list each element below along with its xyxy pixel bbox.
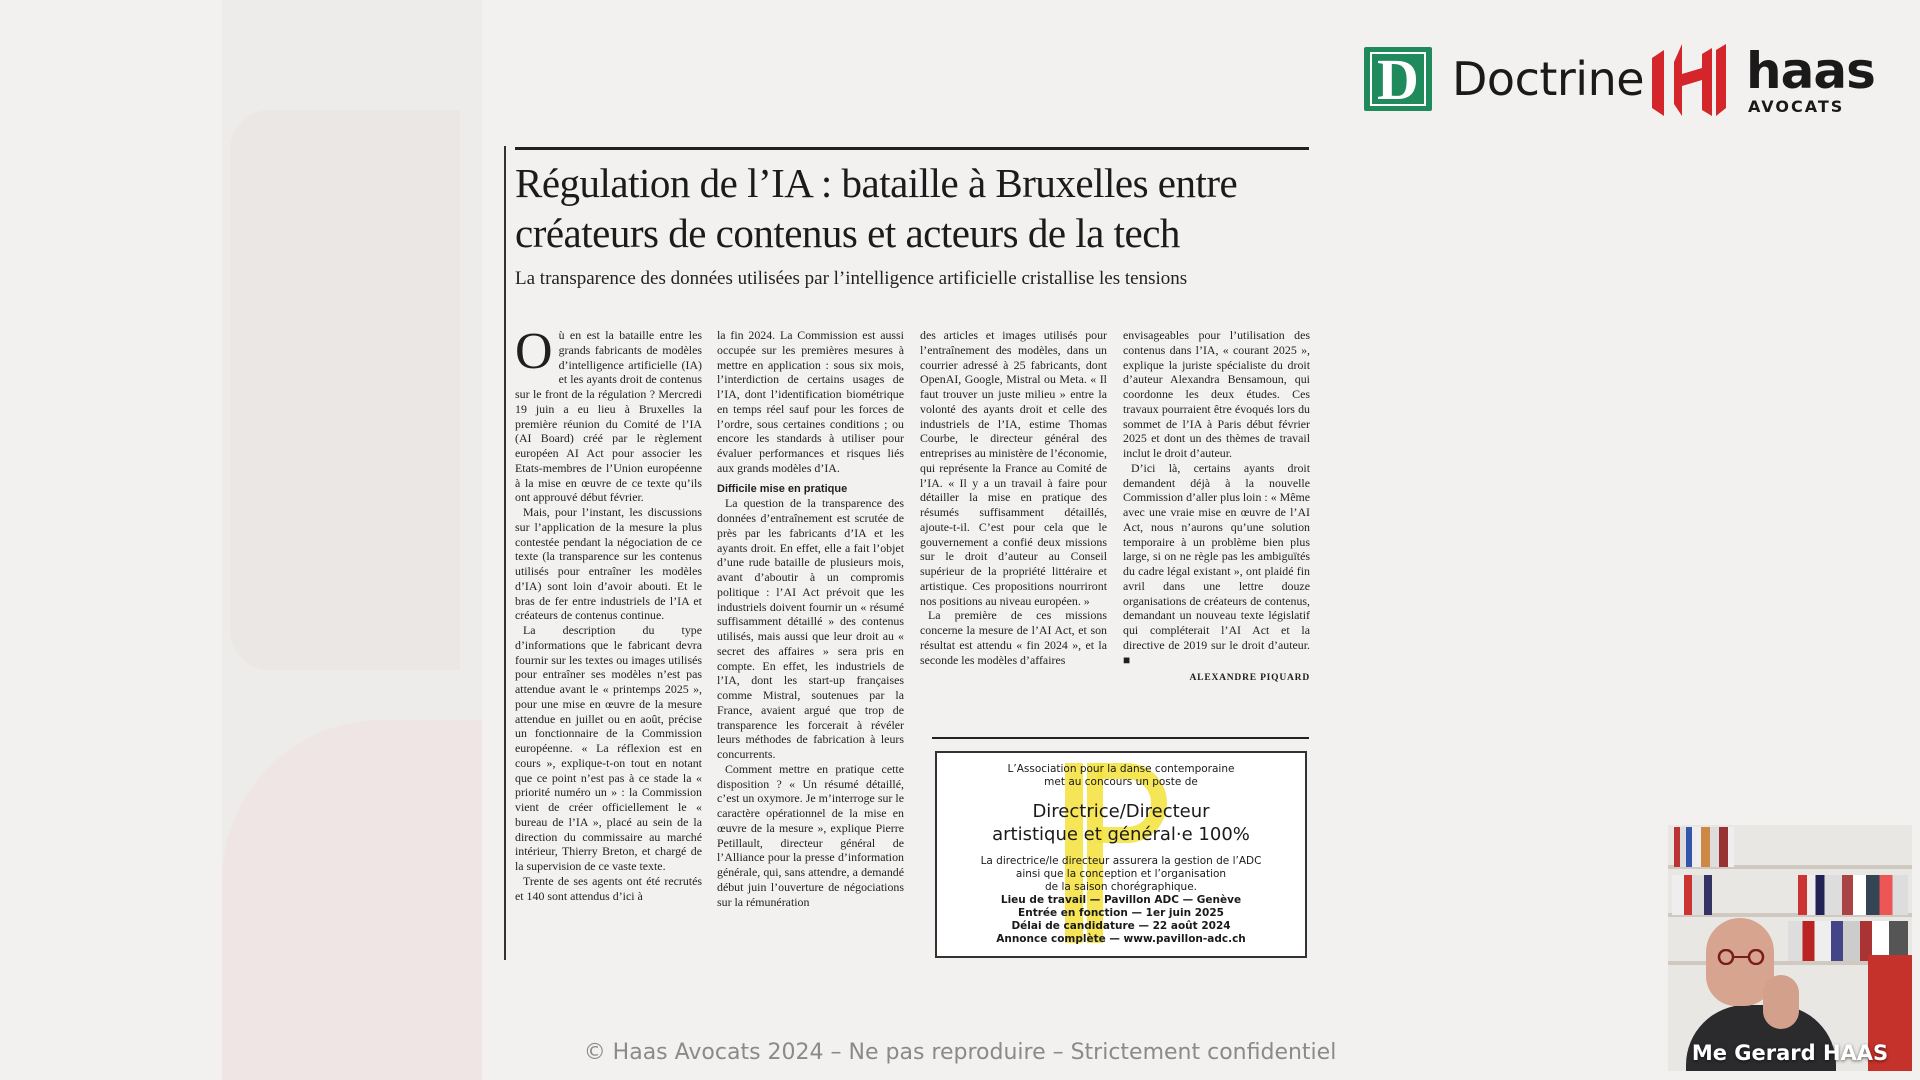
ad-intro-line: met au concours un poste de	[1044, 776, 1198, 788]
ad-top-rule	[932, 737, 1309, 739]
article-paragraph: envisageables pour l’utilisation des contenus dans l’IA, « courant 2025 », explique la juriste spécialiste du droit d’auteur Alexandra Bensamoun, qui coordonne les deux études. Ces travaux pourraient être évoqués lors du sommet de l’IA à Paris début février 2025 et dont un des thèmes de travail inclut le droit d’auteur.	[1123, 328, 1310, 460]
paragraph-text: ù en est la bataille entre les grands fabricants de modèles d’intelligence artificielle (IA) et les ayants droit de contenus sur le front de la régulation ? Mercredi 19 juin a eu lieu à Bruxelles la première réunion du Comité de l’IA (AI Board) créé par le règlement européen AI Act pour associer les Etats-membres de l’Union européenne à la mise en œuvre de ce texte qu’ils ont approuvé début février.	[515, 328, 702, 505]
article-column-4	[1123, 328, 1310, 686]
confidentiality-footer: © Haas Avocats 2024 – Ne pas reproduire – Strictement confidentiel	[583, 1040, 1337, 1065]
haas-subtitle: AVOCATS	[1748, 97, 1845, 116]
article-paragraph: Comment mettre en pratique cette disposition ? « Un résumé détaillé, c’est un oxymore. Je m’interroge sur le caractère opérationnel de la mise en œuvre de la mesure », explique Pierre Petillault, directeur général de l’Alliance pour la presse d’information générale, qui, sans attendre, a demandé début juin l’ouverture de négociations sur la rémunération	[717, 761, 904, 909]
webcam-video	[1668, 825, 1912, 1071]
glasses-icon	[1712, 949, 1770, 965]
article-paragraph: La première de ces missions concerne la mesure de l’AI Act, et son résultat est attendu « fin 2024 », et la seconde les modèles d’affaires	[920, 608, 1107, 667]
article-paragraph: Mais, pour l’instant, les discussions sur l’application de la mesure la plus contestée pendant la négociation de ce texte (la transparence sur les contenus utilisés pour entraîner les modèles d’IA) sont loin d’avoir abouti. Et le bras de fer entre industriels de l’IA et créateurs de contenus continue.	[515, 505, 702, 623]
article-column-3	[920, 328, 1107, 667]
ad-description: de la saison chorégraphique.	[1044, 881, 1198, 893]
article-margin-rule	[504, 146, 506, 960]
article-subhead: La transparence des données utilisées par l’intelligence artificielle cristallise les tensions	[515, 268, 1188, 289]
article-column-1	[515, 323, 702, 903]
article-column-2	[717, 328, 904, 909]
ad-detail: Délai de candidature — 22 août 2024	[1011, 920, 1231, 932]
article-paragraph: la fin 2024. La Commission est aussi occupée sur les premières mesures à mettre en application : sous six mois, l’interdiction de certains usages de l’IA, dont l’identification biométrique en temps réel sauf pour les forces de l’ordre, sous certaines conditions ; ou encore les standards à utiliser pour évaluer performances et risques liés aux grands modèles d’IA.	[717, 328, 904, 475]
ad-detail: Lieu de travail — Pavillon ADC — Genève	[1000, 894, 1242, 906]
job-advertisement	[935, 751, 1307, 958]
article-paragraph: D’ici là, certains ayants droit demandent déjà à la nouvelle Commission d’aller plus loin : « Même avec une vraie mise en œuvre de l’AI Act, nous n’aurons qu’une solution temporaire à un problème bien plus large, si on ne règle pas les ambiguïtés du cadre légal existant », ont plaidé fin avril dans une lettre douze organisations de créateurs de contenus, demandant un nouveau texte législatif qui compléterait l’AI Act et la directive de 2019 sur le droit d’auteur. ■	[1123, 460, 1310, 667]
article-paragraph	[515, 323, 702, 505]
article-paragraph: La description du type d’informations que le fabricant devra fournir sur les textes ou images utilisés pour entraîner ses modèles n’est pas attendue avant le « printemps 2025 », pour une mise en œuvre de la mesure attendue en juillet ou en août, précise un fonctionnaire de la Commission européenne. « La réflexion est en cours », explique-t-on tout en notant que ce point n’est pas à ce stade la « priorité numéro un » : la Commission vient de créer officiellement le « bureau de l’IA », placé au sein de la direction du commissaire au marché intérieur, Thierry Breton, et chargé de la supervision de ce vaste texte.	[515, 623, 702, 873]
books	[1798, 875, 1908, 915]
ad-description: ainsi que la conception et l’organisation	[1015, 868, 1227, 880]
books	[1672, 875, 1712, 915]
ad-description: La directrice/le directeur assurera la gestion de l’ADC	[980, 855, 1262, 867]
article-subtitle: Difficile mise en pratique	[717, 482, 848, 495]
article-top-rule	[515, 147, 1309, 150]
background-shape	[230, 110, 460, 670]
doctrine-logo	[1364, 47, 1432, 111]
ad-detail: Entrée en fonction — 1er juin 2025	[1018, 907, 1224, 919]
article-paragraph: La question de la transparence des données d’entraînement est scrutée de près par les fabricants d’IA et les ayants droit. En effet, elle a fait l’objet d’une rude bataille de plusieurs mois, avant d’aboutir à un compromis politique : l’AI Act prévoit que les industriels doivent fournir un « résumé suffisamment détaillé » des contenus utilisés, mais aussi que leur droit au « secret des affaires » sera pris en compte. En effet, les industriels de l’IA, dont les start-up françaises comme Mistral, soutenues par la France, avaient argué que trop de transparence les forcerait à révéler leurs méthodes de fabrication à leurs concurrents.	[717, 496, 904, 761]
speaker-name-label: Me Gerard HAAS	[1691, 1041, 1889, 1065]
ad-detail: Annonce complète — www.pavillon-adc.ch	[996, 933, 1246, 945]
article-paragraph: des articles et images utilisés pour l’entraînement des modèles, dans un courrier adressé à 25 fabricants, dont OpenAI, Google, Mistral ou Meta. « Il faut trouver un juste milieu » entre la volonté des ayants droit et celle des industriels de l’IA, estime Thomas Courbe, le directeur général des entreprises au ministère de l’économie, qui représente la France au Comité de l’IA. « Il y a un travail à faire pour détailler la mise en pratique des résumés suffisamment détaillés, ajoute-t-il. C’est pour cela que le gouvernement a confié deux missions sur le droit d’auteur au Conseil supérieur de la propriété littéraire et artistique. Ces propositions nourriront nos positions au niveau européen. »	[920, 328, 1107, 608]
article-byline: ALEXANDRE PIQUARD	[1189, 673, 1310, 684]
drop-cap: O	[515, 323, 553, 380]
ad-title: Directrice/Directeur	[1032, 801, 1210, 822]
speaker-hand	[1763, 975, 1799, 1029]
article-paragraph: Trente de ses agents ont été recrutés et 140 sont attendus d’ici à	[515, 873, 702, 903]
ad-title: artistique et général·e 100%	[992, 824, 1250, 845]
haas-logo-icon	[1652, 44, 1726, 116]
haas-wordmark: haas	[1746, 42, 1875, 100]
article-headline: Régulation de l’IA : bataille à Bruxelles entre créateurs de contenus et acteurs de la tech	[515, 160, 1238, 256]
ad-intro-line: L’Association pour la danse contemporaine	[1007, 763, 1235, 775]
books	[1674, 827, 1734, 867]
doctrine-wordmark: Doctrine	[1452, 52, 1645, 106]
doctrine-logo-letter: D	[1370, 52, 1426, 106]
background-shape-pink	[222, 720, 482, 1080]
